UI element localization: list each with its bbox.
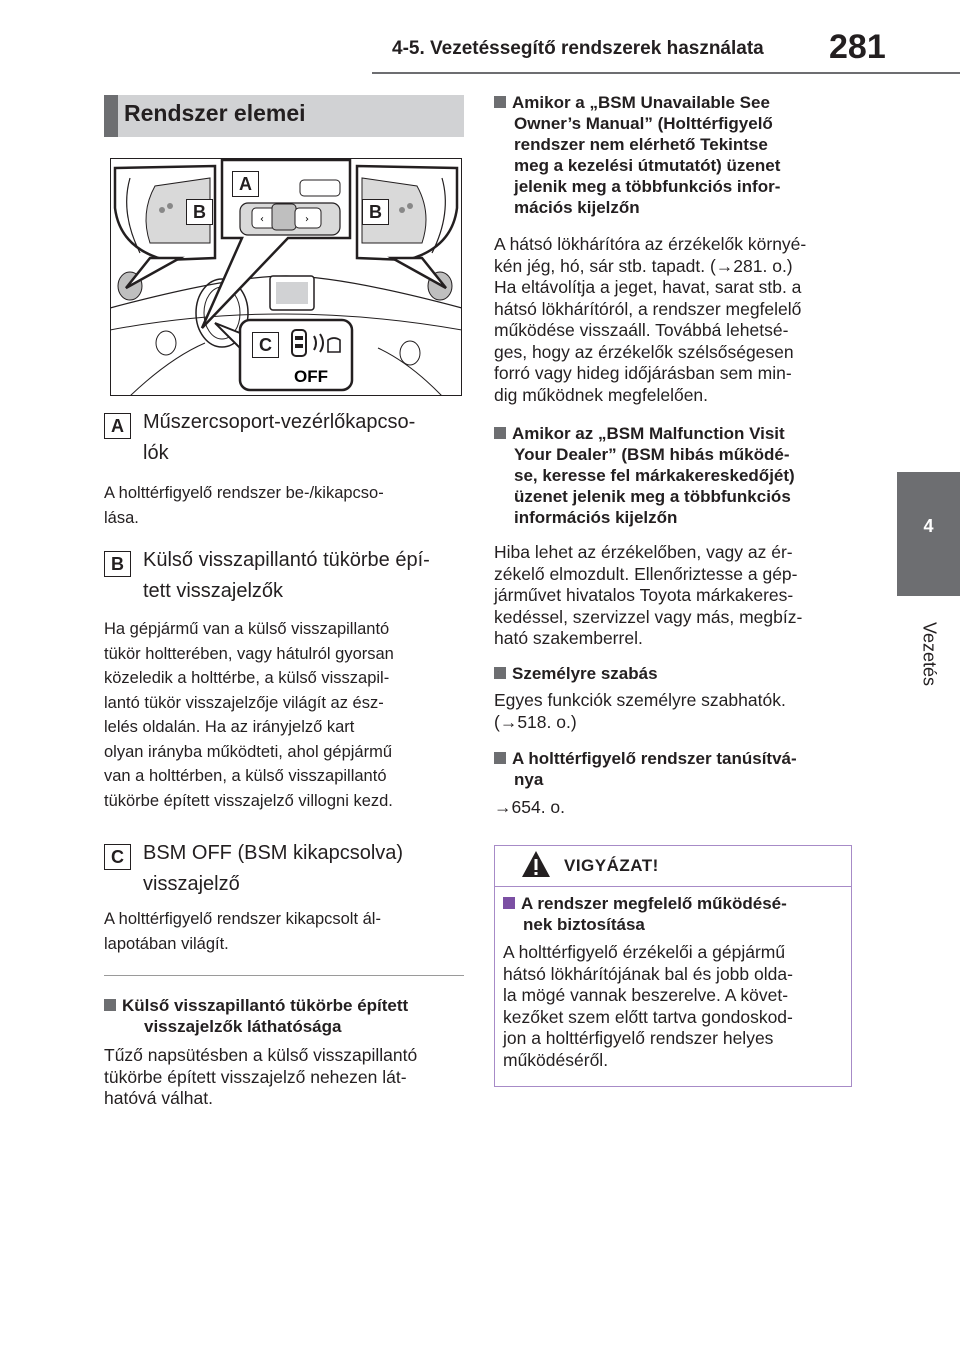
right-note-heading-line: meg a kezelési útmutatót) üzenet: [514, 156, 781, 175]
figure-callout-a: A: [232, 171, 259, 197]
right-note-heading-line: Személyre szabás: [512, 664, 658, 683]
item-c-description: [104, 907, 381, 956]
running-header-title: 4-5. Vezetéssegítő rendszerek használata: [392, 38, 764, 59]
item-b-desc-line: lelés oldalán. Ha az irányjelző kart: [104, 718, 355, 736]
right-note-body-line: Ha eltávolítja a jeget, havat, sarat stb. a: [494, 277, 802, 297]
right-note-heading-line: Your Dealer” (BSM hibás működé-: [514, 445, 790, 464]
figure-callout-b-left: B: [186, 199, 213, 225]
off-label: OFF: [294, 367, 328, 386]
left-note-body-line: Tűző napsütésben a külső visszapillantó: [104, 1045, 418, 1065]
right-note-heading-line: mációs kijelzőn: [514, 198, 640, 217]
warning-heading-line: nek biztosítása: [523, 915, 645, 934]
figure-callout-c: C: [252, 332, 279, 358]
right-note-body-line: Egyes funkciók személyre szabhatók.: [494, 690, 786, 710]
item-b-desc-line: tükör holtterében, vagy hátulról gyorsan: [104, 644, 394, 663]
svg-text:›: ›: [305, 214, 309, 225]
item-b-title: [143, 545, 463, 607]
bullet-square-icon: [494, 427, 506, 439]
warning-body-line: hátsó lökhárítójának bal és jobb olda-: [503, 963, 793, 984]
right-note-body-line: ges, hogy az érzékelők szélsőségesen: [494, 341, 794, 362]
right-note-body-line: →654. o.: [494, 797, 566, 817]
left-note-heading: [104, 995, 494, 1037]
right-note-heading-line: Amikor az „BSM Malfunction Visit: [512, 424, 785, 443]
warning-body-line: la mögé vannak beszerelve. A követ-: [503, 985, 789, 1005]
right-note-heading-line: Owner’s Manual” (Holttérfigyelő: [514, 114, 773, 133]
item-a-title-line: Műszercsoport-vezérlőkapcso-: [143, 411, 416, 433]
section-divider: [104, 975, 464, 976]
item-b-description: [104, 617, 394, 813]
page-number: 281: [829, 28, 886, 66]
right-note-1-heading: [494, 92, 864, 218]
warning-heading-line: A rendszer megfelelő működésé-: [521, 894, 787, 913]
item-a-desc-line: A holttérfigyelő rendszer be-/kikapcso-: [104, 484, 384, 502]
right-note-body-line: működése visszaáll. Továbbá lehetsé-: [494, 320, 789, 340]
right-note-body-line: Hiba lehet az érzékelőben, vagy az ér-: [494, 542, 793, 562]
chapter-tab-label-wrap: [897, 604, 960, 704]
right-note-heading-line: A holttérfigyelő rendszer tanúsítvá-: [512, 749, 797, 768]
left-note-heading-line: visszajelzők láthatósága: [144, 1017, 342, 1036]
item-b-title-line: tett visszajelzők: [143, 580, 284, 602]
right-note-body-line: hátsó lökhárítóról, a rendszer megfelelő: [494, 298, 802, 319]
item-b-desc-line: lantó tükör visszajelzője világít az ész-: [104, 693, 384, 712]
right-note-body-line: ható szakemberrel.: [494, 628, 643, 648]
item-b-desc-line: tükörbe épített visszajelző villogni kezd.: [104, 791, 393, 810]
warning-body: [503, 942, 793, 1071]
item-c-title: [143, 838, 463, 900]
right-note-body-line: zékelő elmozdult. Ellenőriztesse a gép-: [494, 563, 798, 584]
item-c-desc-line: A holttérfigyelő rendszer kikapcsolt ál-: [104, 910, 381, 928]
figure-callout-b-right: B: [362, 199, 389, 225]
right-note-4-body: [494, 797, 565, 819]
bullet-square-icon: [104, 999, 116, 1011]
item-a-title: [143, 407, 463, 469]
warning-body-line: működéséről.: [503, 1049, 609, 1070]
item-c-title-line: BSM OFF (BSM kikapcsolva): [143, 842, 404, 864]
right-note-heading-line: nya: [514, 770, 544, 789]
chapter-tab-label: Vezetés: [919, 621, 940, 687]
item-a-desc-line: lása.: [104, 508, 139, 527]
right-note-body-line: járművet hivatalos Toyota márkakeres-: [494, 585, 794, 605]
warning-triangle-icon: [520, 849, 552, 879]
item-a-letter: A: [104, 413, 131, 439]
right-note-body-line: A hátsó lökhárítóra az érzékelők környé-: [494, 234, 807, 254]
bullet-square-icon: [494, 752, 506, 764]
item-b-desc-line: Ha gépjármű van a külső visszapillantó: [104, 620, 390, 638]
right-note-heading-line: információs kijelzőn: [514, 508, 678, 527]
chapter-tab-number: 4: [923, 516, 934, 536]
right-note-body-line: dig működnek megfelelően.: [494, 384, 709, 405]
item-c-desc-line: lapotában világít.: [104, 934, 229, 953]
warning-body-line: A holttérfigyelő érzékelői a gépjármű: [503, 942, 786, 962]
warning-body-line: jon a holttérfigyelő rendszer helyes: [503, 1028, 774, 1048]
right-note-2-heading: [494, 423, 864, 528]
right-note-heading-line: jelenik meg a többfunkciós infor-: [514, 177, 781, 196]
item-c-letter: C: [104, 844, 131, 870]
right-note-body-line: forró vagy hideg időjárásban sem min-: [494, 363, 792, 383]
warning-heading: [503, 893, 848, 935]
right-note-heading-line: se, keresse fel márkakereskedőjét): [514, 466, 795, 485]
header-rule: [372, 72, 960, 74]
left-note-heading-line: Külső visszapillantó tükörbe épített: [122, 996, 409, 1015]
warning-body-line: kezőket szem előtt tartva gondoskod-: [503, 1006, 793, 1027]
bullet-square-icon: [494, 667, 506, 679]
right-note-heading-line: rendszer nem elérhető Tekintse: [514, 135, 768, 154]
right-note-4-heading: [494, 748, 864, 790]
section-heading: Rendszer elemei: [124, 100, 306, 126]
item-b-desc-line: közeledik a holttérbe, a külső visszapil-: [104, 669, 390, 687]
svg-text:‹: ‹: [260, 214, 264, 225]
item-b-desc-line: olyan irányba működteti, ahol gépjármű: [104, 742, 393, 761]
item-b-desc-line: van a holttérben, a külső visszapillantó: [104, 767, 387, 785]
item-a-description: [104, 481, 384, 530]
right-note-2-body: [494, 542, 802, 650]
right-note-3-body: [494, 690, 786, 733]
bullet-square-icon: [494, 96, 506, 108]
right-note-3-heading: [494, 663, 864, 684]
item-a-title-line: lók: [143, 442, 169, 464]
right-note-heading-line: üzenet jelenik meg a többfunkciós: [514, 487, 791, 506]
warning-title: VIGYÁZAT!: [564, 856, 659, 875]
right-note-body-line: kén jég, hó, sár stb. tapadt. (→281. o.): [494, 255, 793, 276]
dashboard-illustration: [110, 158, 462, 396]
item-b-letter: B: [104, 551, 131, 577]
right-note-heading-line: Amikor a „BSM Unavailable See: [512, 93, 770, 112]
item-c-title-line: visszajelző: [143, 873, 240, 895]
left-note-body: [104, 1045, 417, 1110]
section-heading-marker: [104, 95, 118, 137]
left-note-body-line: tükörbe épített visszajelző nehezen lát-: [104, 1066, 407, 1087]
item-b-title-line: Külső visszapillantó tükörbe épí-: [143, 549, 430, 571]
right-note-body-line: kedéssel, szervizzel vagy más, megbíz-: [494, 606, 803, 627]
left-note-body-line: hatóvá válhat.: [104, 1088, 213, 1108]
right-note-1-body: [494, 234, 806, 406]
right-note-body-line: (→518. o.): [494, 711, 577, 732]
bullet-square-icon: [503, 897, 515, 909]
